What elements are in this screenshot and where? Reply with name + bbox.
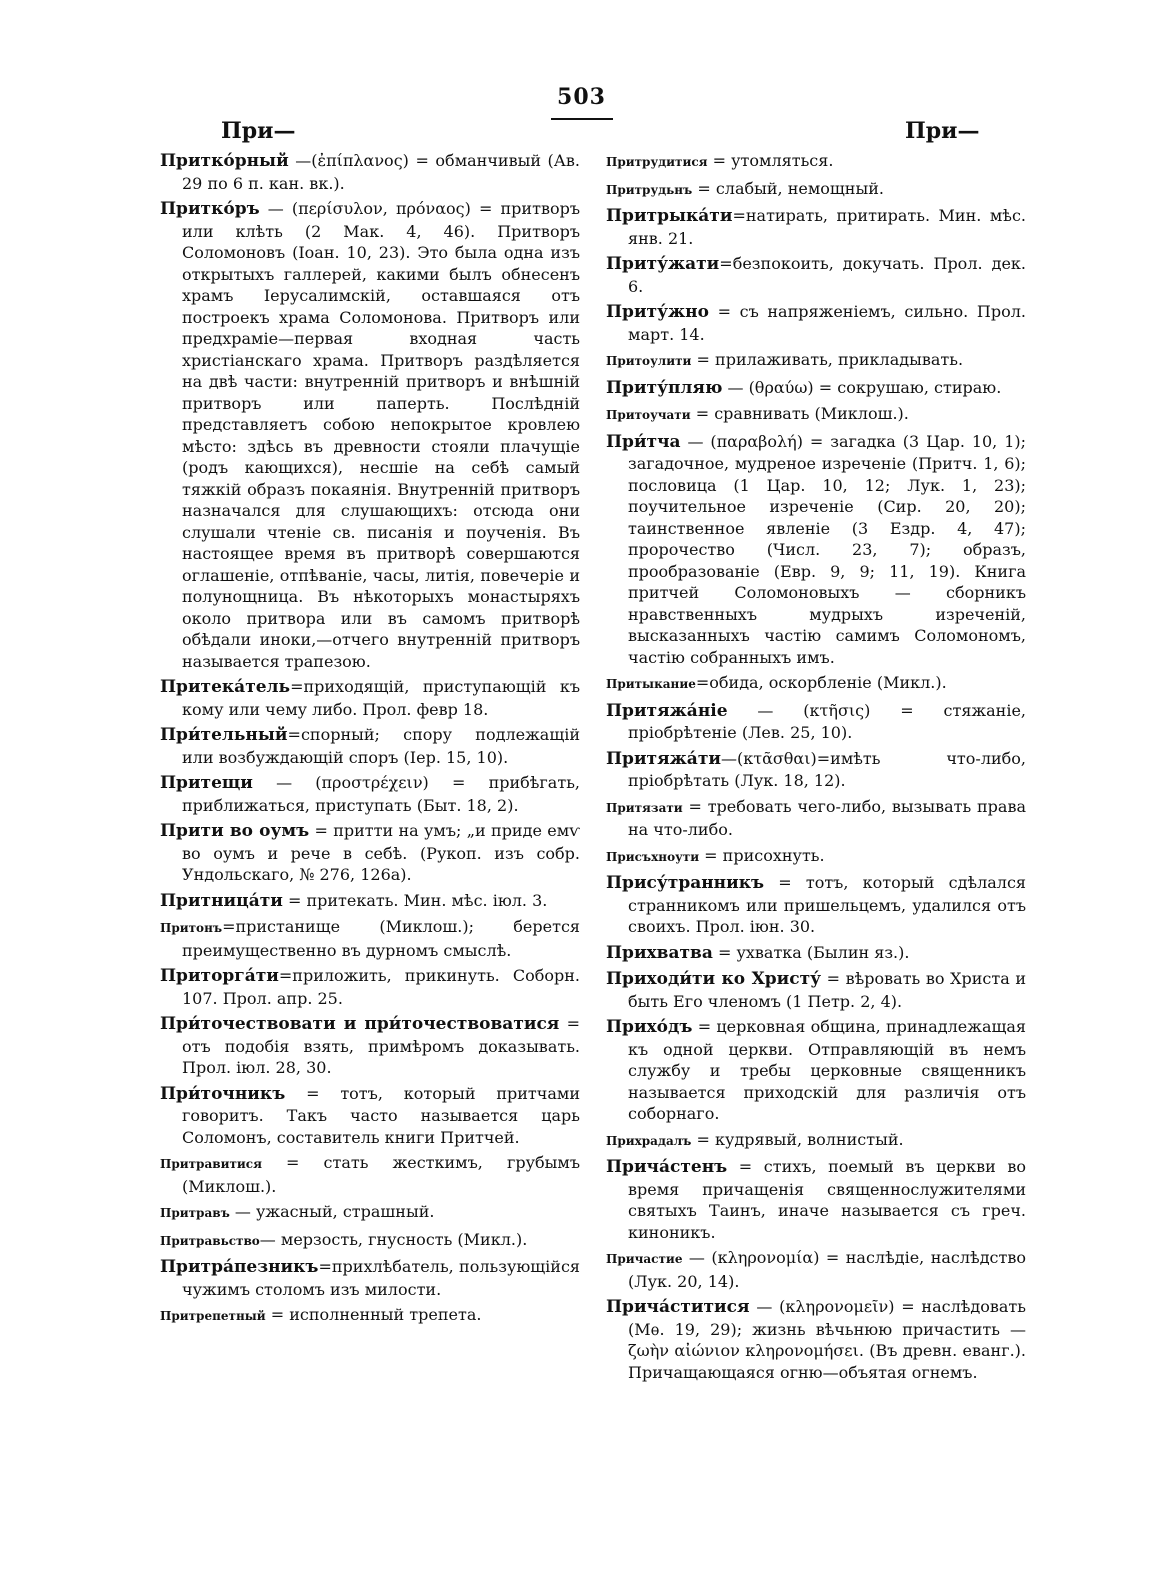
dictionary-entry [606, 748, 1026, 792]
entry-headword: Прича́стенъ [606, 1157, 728, 1177]
entry-headword: При́точникъ [160, 1083, 286, 1104]
entry-definition: = вѣровать во Христа и быть Его членомъ (1 Петр. 2, 4). [628, 969, 1026, 1011]
entry-headword: Прича́ститися [606, 1297, 750, 1317]
entry-definition: =пристанище (Миклош.); берется преимущественно въ дурномъ смыслѣ. [182, 917, 580, 960]
entry-headword: При́точествовати и при́точествоватися [160, 1014, 560, 1034]
dictionary-entry [606, 796, 1026, 841]
entry-headword: Притрудьнъ [606, 182, 693, 197]
running-head-right: При— [905, 118, 980, 144]
entry-definition: = церковная община, принадлежащая къ одной церкви. Отправляющій въ немъ службу и требы церковные священникъ называется приходскій для различія отъ соборнаго. [628, 1017, 1026, 1123]
right-column [606, 150, 1026, 1387]
entry-definition: =безпокоить, докучать. Прол. дек. 6. [628, 254, 1026, 296]
entry-definition: = прилаживать, прикладывать. [691, 350, 964, 369]
entry-headword: Притека́тель [160, 677, 291, 697]
dictionary-entry [606, 942, 1026, 965]
dictionary-entry [160, 1083, 580, 1149]
dictionary-entry [606, 872, 1026, 938]
entry-definition: =спорный; спору подлежащій или возбуждающій споръ (Іер. 15, 10). [182, 725, 580, 767]
entry-definition: = стать жесткимъ, грубымъ (Миклош.). [182, 1153, 580, 1196]
entry-definition: — ужасный, страшный. [229, 1202, 435, 1221]
entry-definition: = тотъ, который притчами говоритъ. Такъ часто называется царь Соломонъ, составитель книги Притчей. [182, 1083, 580, 1147]
entry-definition: — (κληρονομεῖν) = наслѣдовать (Мѳ. 19, 29); жизнь вѣчьнюю причастить — ζωὴν αἰώνιον κληρονομήσει. (Въ древн. еванг.). Причащающаяся огню—объятая огнемъ. [628, 1297, 1026, 1382]
dictionary-entry [160, 965, 580, 1009]
dictionary-entry [606, 1247, 1026, 1292]
dictionary-entry [606, 178, 1026, 202]
dictionary-entry [606, 349, 1026, 373]
running-head-left: При— [221, 118, 296, 144]
entry-definition: = сравнивать (Миклош.). [690, 404, 909, 423]
entry-definition: = отъ подобія взять, примѣромъ доказывать. Прол. іюл. 28, 30. [182, 1014, 580, 1077]
entry-definition: —(κτᾶσθαι)=имѣть что-либо, пріобрѣтать (Лук. 18, 12). [628, 748, 1026, 790]
page-number: 503 [557, 84, 606, 110]
entry-definition: = утомляться. [707, 151, 834, 170]
entry-headword: Притяжа́ніе [606, 700, 728, 721]
entry-headword: Притко́ръ [160, 199, 260, 219]
entry-definition: — мерзость, гнусность (Микл.). [259, 1229, 528, 1249]
entry-headword: Притрепетный [160, 1309, 266, 1323]
entry-headword: Прихо́дъ [606, 1017, 693, 1037]
entry-definition: = тотъ, который сдѣлался странникомъ или пришельцемъ, удалился отъ своихъ. Прол. іюн. 30. [628, 873, 1026, 936]
entry-headword: Притыкание [606, 677, 696, 691]
entry-headword: Присъхноути [606, 849, 700, 864]
dictionary-entry [606, 205, 1026, 249]
entry-headword: Приту́жно [606, 302, 709, 322]
dictionary-entry [606, 1156, 1026, 1243]
dictionary-entry [606, 968, 1026, 1012]
entry-headword: Прихрадалъ [606, 1133, 692, 1148]
dictionary-entry [160, 890, 580, 913]
entry-headword: Причастие [606, 1252, 683, 1266]
entry-definition: = притекать. Мин. мѣс. іюл. 3. [282, 890, 548, 910]
entry-headword: Прихватва [606, 942, 713, 963]
entry-headword: Притко́рный [160, 151, 289, 171]
entry-headword: Притоулити [606, 354, 692, 368]
dictionary-entry [606, 150, 1026, 174]
entry-headword: Притра́пезникъ [160, 1257, 319, 1277]
entry-headword: Притязати [606, 800, 683, 815]
entry-headword: Притещи [160, 773, 253, 793]
entry-headword: Приту́жати [606, 254, 720, 274]
entry-definition: = слабый, немощный. [692, 178, 884, 198]
dictionary-entry [160, 1229, 580, 1253]
entry-headword: Притонъ [160, 921, 223, 935]
entry-definition: — (παραβολή) = загадка (3 Цар. 10, 1); загадочное, мудреное изреченіе (Притч. 1, 6); пословица (1 Цар. 10, 12; Лук. 1, 23); поучительное изреченіе (Сир. 20, 20); таинственное явленіе (3 Ездр. 4, 47); пророчество (Числ. 23, 7); образъ, прообразованіе (Евр. 9, 9; 11, 19). Книга притчей Соломоновыхъ — сборникъ нравственныхъ мудрыхъ изреченій, высказанныхъ частію самимъ Соломономъ, частію собранныхъ имъ. [628, 431, 1026, 667]
dictionary-entry [606, 253, 1026, 297]
entry-definition: = требовать чего-либо, вызывать права на что-либо. [628, 796, 1026, 839]
entry-headword: При́тельный [160, 725, 288, 745]
dictionary-entry [606, 845, 1026, 869]
entry-definition: =приложить, прикинуть. Соборн. 107. Прол. апр. 25. [182, 966, 580, 1008]
entry-headword: Прити во оумъ [160, 821, 310, 841]
dictionary-entry [606, 1296, 1026, 1383]
entry-definition: = ухватка (Былин яз.). [712, 942, 910, 962]
entry-definition: — (θραύω) = сокрушаю, стираю. [722, 377, 1002, 397]
dictionary-entry [160, 150, 580, 194]
entry-definition: = притти на умъ; „и приде емѵ во оумъ и рече в себѣ. (Рукоп. изъ собр. Ундольскаго, № 276, 126а). [182, 821, 581, 884]
dictionary-entry [160, 772, 580, 816]
entry-headword: Прису́транникъ [606, 873, 765, 893]
left-column [160, 150, 580, 1332]
entry-headword: Притница́ти [160, 890, 283, 911]
dictionary-entry [160, 676, 580, 720]
entry-headword: Притравьство [160, 1233, 260, 1248]
entry-headword: Притоучати [606, 408, 691, 422]
dictionary-entry [606, 1129, 1026, 1153]
entry-definition: — (προστρέχειν) = прибѣгать, приближаться, приступать (Быт. 18, 2). [182, 773, 580, 815]
entry-headword: Притравитися [160, 1157, 262, 1171]
entry-headword: Притрыка́ти [606, 206, 733, 226]
entry-definition: =прихлѣбатель, пользующійся чужимъ столомъ изъ милости. [182, 1257, 580, 1299]
entry-headword: Притравъ [160, 1206, 230, 1220]
entry-headword: Притрудитися [606, 155, 708, 169]
dictionary-entry [160, 1152, 580, 1197]
dictionary-entry [606, 403, 1026, 427]
entry-definition: =натирать, притирать. Мин. мѣс. янв. 21. [628, 206, 1026, 248]
entry-definition: — (κληρονομία) = наслѣдіе, наслѣдство (Лук. 20, 14). [628, 1248, 1026, 1291]
dictionary-entry [160, 1304, 580, 1328]
entry-definition: = кудрявый, волнистый. [691, 1129, 904, 1149]
entry-definition: —(ἐπίπλανος) = обманчивый (Ав. 29 по 6 п. кан. вк.). [182, 151, 580, 193]
dictionary-entry [160, 1256, 580, 1300]
dictionary-entry [160, 916, 580, 961]
dictionary-entry [160, 1013, 580, 1079]
entry-headword: Приту́пляю [606, 377, 723, 398]
entry-headword: Приходи́ти ко Христу́ [606, 969, 822, 989]
dictionary-entry [160, 820, 580, 886]
dictionary-entry [160, 724, 580, 768]
dictionary-entry [606, 377, 1026, 400]
entry-definition: =обида, оскорбленіе (Микл.). [695, 673, 947, 692]
dictionary-entry [606, 700, 1026, 744]
dictionary-entry [160, 198, 580, 672]
dictionary-entry [606, 672, 1026, 696]
entry-definition: — (κτῆσις) = стяжаніе, пріобрѣтеніе (Лев. 25, 10). [628, 700, 1026, 742]
entry-definition: = съ напряженіемъ, сильно. Прол. март. 14. [628, 302, 1026, 344]
dictionary-entry [606, 301, 1026, 345]
page-number-rule [551, 118, 613, 120]
entry-headword: Притяжа́ти [606, 748, 721, 769]
dictionary-entry [606, 1016, 1026, 1125]
entry-definition: =приходящій, приступающій къ кому или чему либо. Прол. февр 18. [182, 677, 580, 719]
entry-definition: = стихъ, поемый въ церкви во время причащенія священнослужителями святыхъ Таинъ, иначе называется съ греч. киноникъ. [628, 1157, 1026, 1242]
entry-definition: — (περίσυλον, πρόναος) = притворъ или клѣть (2 Мак. 4, 46). Притворъ Соломоновъ (Іоан. 10, 23). Это была одна изъ открытыхъ галлерей, какими былъ обнесенъ храмъ Іерусалимскій, оставшаяся отъ построекъ храма Соломонова. Притворъ или предхраміе—первая входная часть христіанскаго храма. Притворъ раздѣляется на двѣ части: внутренній притворъ и внѣшній притворъ или паперть. Послѣдній представляетъ собою непокрытое кровлею мѣсто: здѣсь въ древности стояли плачущіе (родъ кающихся), несшіе на себѣ самый тяжкій образъ покаянія. Внутренній притворъ назначался для слушающихъ: отсюда они слушали чтеніе св. писанія и поученія. Въ настоящее время въ притворѣ совершаются оглашеніе, отпѣваніе, часы, литія, повечеріе и полунощница. Въ нѣкоторыхъ монастыряхъ около притвора или въ самомъ притворѣ обѣдали иноки,—отчего внутренній притворъ называется трапезою. [182, 199, 580, 671]
entry-headword: Приторга́ти [160, 966, 279, 986]
entry-definition: = исполненный трепета. [265, 1305, 482, 1324]
entry-definition: = присохнуть. [699, 845, 825, 865]
dictionary-entry [606, 431, 1026, 669]
dictionary-entry [160, 1201, 580, 1225]
entry-headword: При́тча [606, 431, 681, 452]
